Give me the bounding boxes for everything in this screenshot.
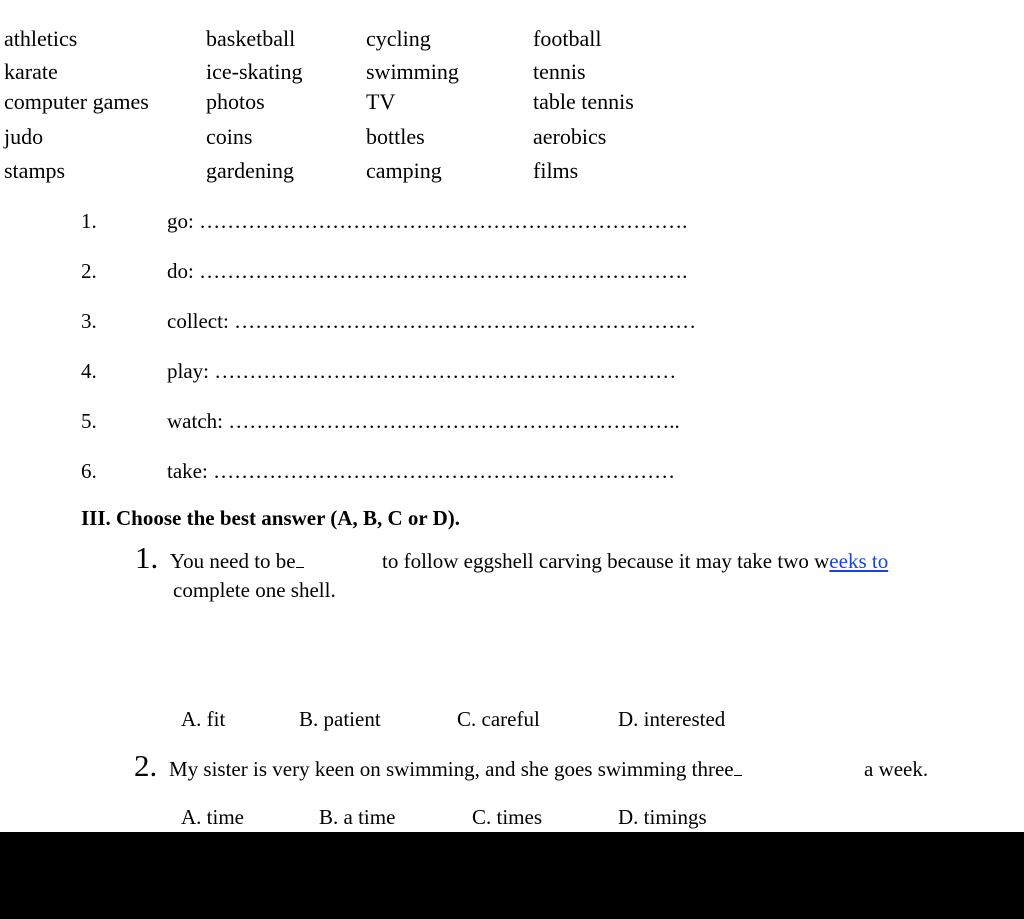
- word-bank-item: ice-skating: [206, 59, 303, 84]
- option-c[interactable]: C. times: [472, 805, 543, 829]
- word-bank-item: basketball: [206, 26, 296, 51]
- option-b[interactable]: B. a time: [319, 805, 396, 829]
- word-bank-item: stamps: [4, 158, 66, 183]
- word-bank-item: tennis: [533, 59, 586, 84]
- exercise-number: 3.: [81, 309, 97, 333]
- exercise-verb: play:: [167, 359, 209, 383]
- exercise-verb: go:: [167, 209, 194, 233]
- option-d[interactable]: D. timings: [618, 805, 707, 829]
- word-bank-item: swimming: [366, 59, 459, 84]
- option-a[interactable]: A. time: [181, 805, 244, 829]
- exercise-verb: do:: [167, 259, 194, 283]
- answer-blank[interactable]: [734, 757, 742, 776]
- section-heading: III. Choose the best answer (A, B, C or D).: [81, 506, 460, 530]
- word-bank-item: football: [533, 26, 602, 51]
- word-bank-item: judo: [4, 124, 44, 149]
- word-bank-item: films: [533, 158, 579, 183]
- option-a[interactable]: A. fit: [181, 707, 226, 731]
- hyperlink-text[interactable]: eeks to: [829, 549, 889, 573]
- word-bank-item: athletics: [4, 26, 78, 51]
- answer-dots[interactable]: …………………………………………………………: [234, 309, 697, 333]
- answer-dots[interactable]: …………………………………………………………: [214, 359, 677, 383]
- question-text-line2: complete one shell.: [173, 578, 336, 602]
- word-bank-item: TV: [366, 89, 396, 114]
- exercise-verb: watch:: [167, 409, 223, 433]
- bottom-black-band: [0, 832, 1024, 919]
- word-bank-item: aerobics: [533, 124, 607, 149]
- answer-blank[interactable]: [296, 549, 304, 568]
- word-bank-item: karate: [4, 59, 58, 84]
- exercise-prompt: [167, 208, 687, 234]
- answer-dots[interactable]: …………………………………………………………….: [199, 259, 688, 283]
- exercise-number: 5.: [81, 409, 97, 433]
- exercise-prompt: [167, 408, 680, 434]
- exercise-prompt: [167, 358, 676, 384]
- question-number: 1.: [135, 540, 159, 575]
- answer-dots[interactable]: …………………………………………………………….: [199, 209, 688, 233]
- question-text-end: a week.: [864, 757, 929, 781]
- word-bank-item: coins: [206, 124, 253, 149]
- answer-dots[interactable]: ………………………………………………………..: [228, 409, 680, 433]
- word-bank-item: computer games: [4, 89, 149, 114]
- question-number: 2.: [134, 748, 158, 783]
- answer-dots[interactable]: …………………………………………………………: [213, 459, 676, 483]
- word-bank-item: photos: [206, 89, 265, 114]
- question-text-end: [382, 548, 888, 574]
- question-text: My sister is very keen on swimming, and she goes swimming three: [169, 757, 734, 781]
- exercise-prompt: [167, 308, 696, 334]
- word-bank-item: camping: [366, 158, 442, 183]
- option-b[interactable]: B. patient: [299, 707, 381, 731]
- question-text: You need to be: [170, 549, 296, 573]
- question-text-start: [170, 548, 304, 574]
- option-c[interactable]: C. careful: [457, 707, 540, 731]
- question-text-start: [169, 756, 742, 782]
- word-bank-item: cycling: [366, 26, 431, 51]
- exercise-number: 4.: [81, 359, 97, 383]
- exercise-verb: collect:: [167, 309, 229, 333]
- exercise-number: 1.: [81, 209, 97, 233]
- word-bank-item: table tennis: [533, 89, 634, 114]
- option-d[interactable]: D. interested: [618, 707, 726, 731]
- exercise-number: 2.: [81, 259, 97, 283]
- word-bank-item: bottles: [366, 124, 425, 149]
- exercise-prompt: [167, 258, 687, 284]
- exercise-number: 6.: [81, 459, 97, 483]
- exercise-verb: take:: [167, 459, 208, 483]
- question-text: to follow eggshell carving because it may take two w: [382, 549, 830, 573]
- word-bank-item: gardening: [206, 158, 294, 183]
- exercise-prompt: [167, 458, 675, 484]
